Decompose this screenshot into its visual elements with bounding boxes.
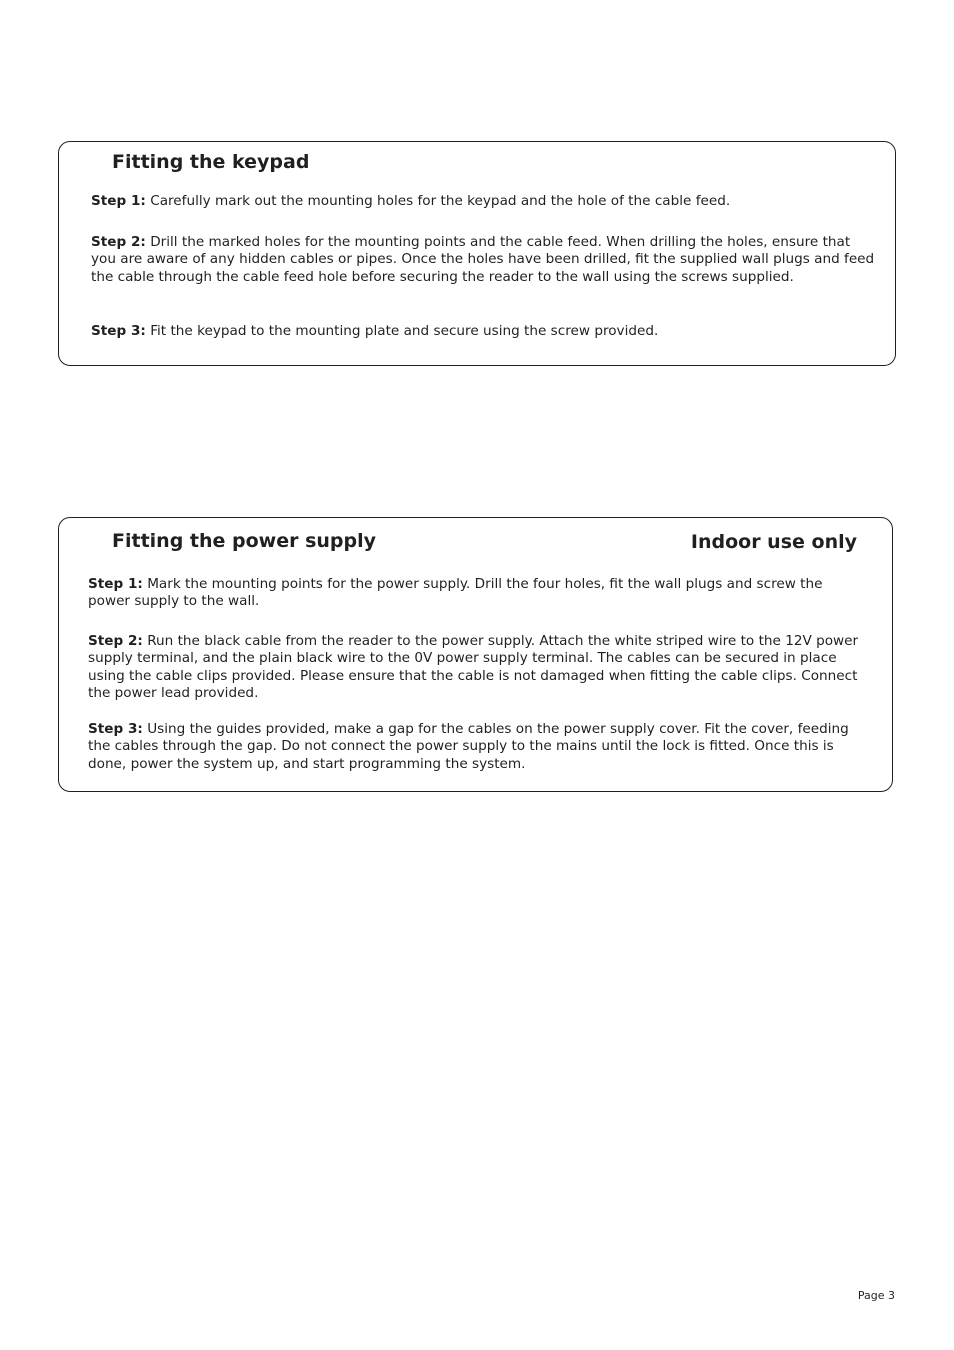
power-step-2 — [88, 633, 863, 702]
step-label: Step 1: — [88, 576, 143, 592]
section-title-power-supply: Fitting the power supply — [112, 530, 377, 552]
step-text: Using the guides provided, make a gap for the cables on the power supply cover. Fit the cover, feeding the cables through the gap. Do not connect the power supply to the mains until the lock is fitted. Once this is done, power the system up, and start programming the system. — [88, 721, 849, 772]
power-step-1 — [88, 576, 858, 611]
step-text: Mark the mounting points for the power supply. Drill the four holes, fit the wall plugs and screw the power supply to the wall. — [88, 576, 823, 610]
step-label: Step 3: — [91, 323, 146, 339]
step-text: Fit the keypad to the mounting plate and secure using the screw provided. — [145, 323, 659, 339]
step-text: Run the black cable from the reader to the power supply. Attach the white striped wire to the 12V power supply terminal, and the plain black wire to the 0V power supply terminal. The cables can be secured in place using the cable clips provided. Please ensure that the cable is not damaged when fitting the cable clips. Connect the power lead provided. — [88, 633, 859, 701]
indoor-use-note: Indoor use only — [690, 531, 857, 553]
page-number: Page 3 — [857, 1289, 895, 1302]
step-label: Step 3: — [88, 721, 143, 737]
step-text: Drill the marked holes for the mounting points and the cable feed. When drilling the holes, ensure that you are aware of any hidden cables or pipes. Once the holes have been drilled, fit the supplied wall plugs and feed the cable through the cable feed hole before securing the reader to the wall using the screws supplied. — [91, 234, 875, 285]
section-title-keypad: Fitting the keypad — [112, 151, 310, 173]
step-text: Carefully mark out the mounting holes for the keypad and the hole of the cable feed. — [145, 193, 731, 209]
keypad-step-1 — [91, 193, 881, 210]
keypad-step-2 — [91, 234, 876, 286]
step-label: Step 2: — [91, 234, 146, 250]
step-label: Step 2: — [88, 633, 143, 649]
step-label: Step 1: — [91, 193, 146, 209]
keypad-step-3 — [91, 323, 881, 340]
power-step-3 — [88, 721, 868, 773]
